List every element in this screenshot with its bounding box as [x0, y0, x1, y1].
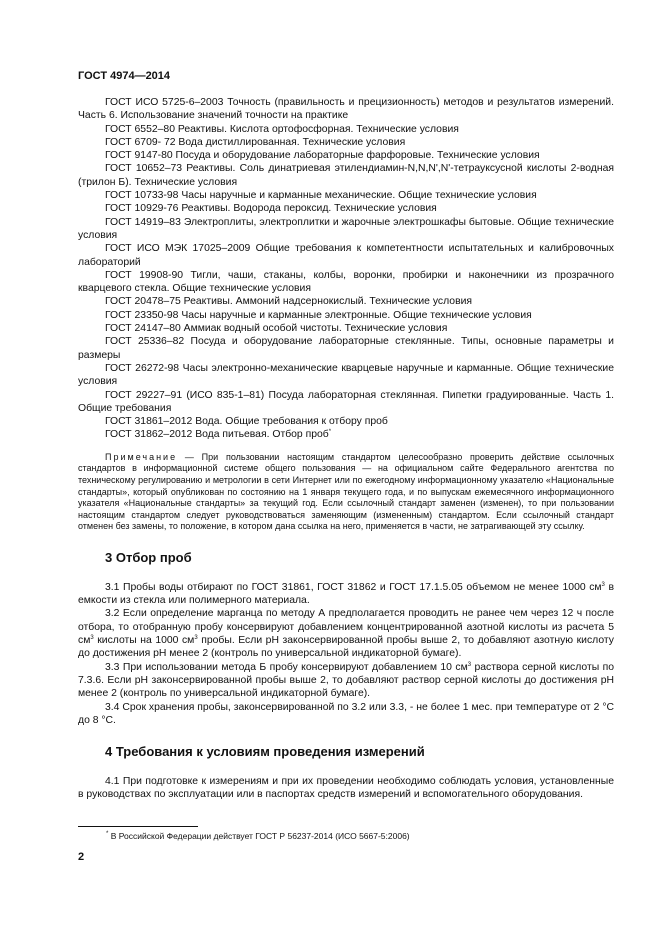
- clause-3-4: 3.4 Срок хранения пробы, законсервированной по 3.2 или 3.3, - не более 1 мес. при температуре от 2 °С до 8 °С.: [78, 701, 614, 726]
- footnote-marker: *: [328, 429, 332, 436]
- reference-item: ГОСТ 26272-98 Часы электронно-механические кварцевые наручные и карманные. Общие технические условия: [78, 362, 614, 388]
- reference-item: ГОСТ 6552–80 Реактивы. Кислота ортофосфорная. Технические условия: [105, 123, 459, 135]
- footnote: [106, 831, 410, 841]
- clause-text: 3.3 При использовании метода Б пробу консервируют добавлением 10 см: [105, 661, 468, 673]
- reference-item: ГОСТ ИСО 5725-6–2003 Точность (правильность и прецизионность) методов и результатов измерений. Часть 6. Использование значений точности на практике: [78, 97, 614, 122]
- reference-item: ГОСТ 25336–82 Посуда и оборудование лабораторные стеклянные. Типы, основные параметры и размеры: [78, 336, 614, 361]
- reference-item: ГОСТ 20478–75 Реактивы. Аммоний надсернокислый. Технические условия: [105, 296, 473, 308]
- footnote-text: В Российской Федерации действует ГОСТ Р 56237-2014 (ИСО 5667-5:2006): [108, 831, 410, 841]
- reference-item: ГОСТ 10733-98 Часы наручные и карманные механические. Общие технические условия: [105, 190, 537, 202]
- reference-item: ГОСТ 29227–91 (ИСО 835-1–81) Посуда лабораторная стеклянная. Пипетки градуированные. Часть 1. Общие требования: [78, 389, 614, 414]
- clause-3-3: [78, 661, 614, 701]
- reference-item: ГОСТ 14919–83 Электроплиты, электроплитки и жарочные электрошкафы бытовые. Общие технические условия: [78, 216, 614, 241]
- document-body: [78, 96, 614, 802]
- note-text: — При пользовании настоящим стандартом целесообразно проверить действие ссылочных стандартов в информационной системе общего пользования — на официальном сайте Федерального агентства по техническому регулированию и метрологии в сети Интернет или по ежегодному информационному указателю «Национальные стандарты», который опубликован по состоянию на 1 января текущего года, и по выпускам ежемесячного информационного указателя «Национальные стандарты» за текущий год. Если ссылочный стандарт заменен (изменен), то при пользовании настоящим стандартом следует руководствоваться заменяющим (измененным) стандартом. Если ссылочный стандарт отменен без замены, то положение, в котором дана ссылка на него, применяется в части, не затрагивающей эту ссылку.: [78, 451, 614, 532]
- reference-item: ГОСТ 23350-98 Часы наручные и карманные электронные. Общие технические условия: [105, 309, 532, 321]
- reference-item: ГОСТ 6709- 72 Вода дистиллированная. Технические условия: [105, 136, 406, 148]
- note-label: Примечание: [105, 451, 178, 462]
- clause-text: кислоты на 1000 см: [93, 635, 195, 647]
- clause-text: 3.1 Пробы воды отбирают по ГОСТ 31861, ГОСТ 31862 и ГОСТ 17.1.5.05 объемом не менее 1000 см: [105, 581, 602, 593]
- clause-text: раствора серной кислоты по 7.3.6. Если рН законсервированной пробы выше 2, то добавляют раствор серной кислоты до достижения рН менее 2 (контроль по универсальной индикаторной бумаге).: [78, 661, 614, 700]
- normative-references-list: [78, 96, 614, 442]
- clause-text: в емкости из стекла или полимерного материала.: [78, 581, 614, 607]
- reference-item: ГОСТ 19908-90 Тигли, чаши, стаканы, колбы, воронки, пробирки и наконечники из прозрачного кварцевого стекла. Общие технические условия: [78, 269, 614, 295]
- reference-item: ГОСТ 10652–73 Реактивы. Соль динатриевая этилендиамин-N,N,N',N'-тетрауксусной кислоты 2-водная (трилон Б). Технические условия: [78, 163, 614, 188]
- superscript: 3: [194, 635, 198, 642]
- clause-3-2: [78, 607, 614, 660]
- footnote-divider: [78, 826, 198, 827]
- clause-text: 3.2 Если определение марганца по методу А предполагается проводить не ранее чем через 12 ч после отбора, то отобранную пробу консервируют добавлением концентрированной азотной кислоты из расчета 5 см: [78, 608, 614, 647]
- superscript: 3: [601, 581, 605, 588]
- reference-text: ГОСТ 31862–2012 Вода питьевая. Отбор проб: [105, 429, 329, 441]
- note-paragraph: [78, 452, 614, 533]
- reference-item: ГОСТ 9147-80 Посуда и оборудование лабораторные фарфоровые. Технические условия: [105, 150, 540, 162]
- clause-text: пробы. Если рН законсервированной пробы выше 2, то добавляют азотную кислоту до достижения рН менее 2 (контроль по универсальной индикаторной бумаге).: [78, 635, 614, 660]
- clause-3-1: [78, 581, 614, 608]
- section-4-heading: 4 Требования к условиям проведения измерений: [105, 744, 425, 760]
- reference-item: [78, 428, 614, 441]
- page-number: 2: [78, 851, 85, 863]
- reference-item: ГОСТ 24147–80 Аммиак водный особой чистоты. Технические условия: [105, 323, 448, 335]
- clause-4-1: 4.1 При подготовке к измерениям и при их проведении необходимо соблюдать условия, установленные в руководствах по эксплуатации или в паспортах средств измерений и вспомогательного оборудования.: [78, 776, 614, 801]
- section-3-heading: 3 Отбор проб: [105, 549, 192, 565]
- superscript: 3: [467, 661, 472, 668]
- document-code-header: ГОСТ 4974—2014: [78, 70, 171, 82]
- footnote-mark: *: [106, 831, 109, 837]
- reference-item: ГОСТ 31861–2012 Вода. Общие требования к отбору проб: [105, 416, 388, 428]
- superscript: 3: [90, 635, 94, 642]
- reference-item: ГОСТ 10929-76 Реактивы. Водорода пероксид. Технические условия: [105, 203, 437, 215]
- reference-item: ГОСТ ИСО МЭК 17025–2009 Общие требования к компетентности испытательных и калибровочных лабораторий: [78, 243, 614, 268]
